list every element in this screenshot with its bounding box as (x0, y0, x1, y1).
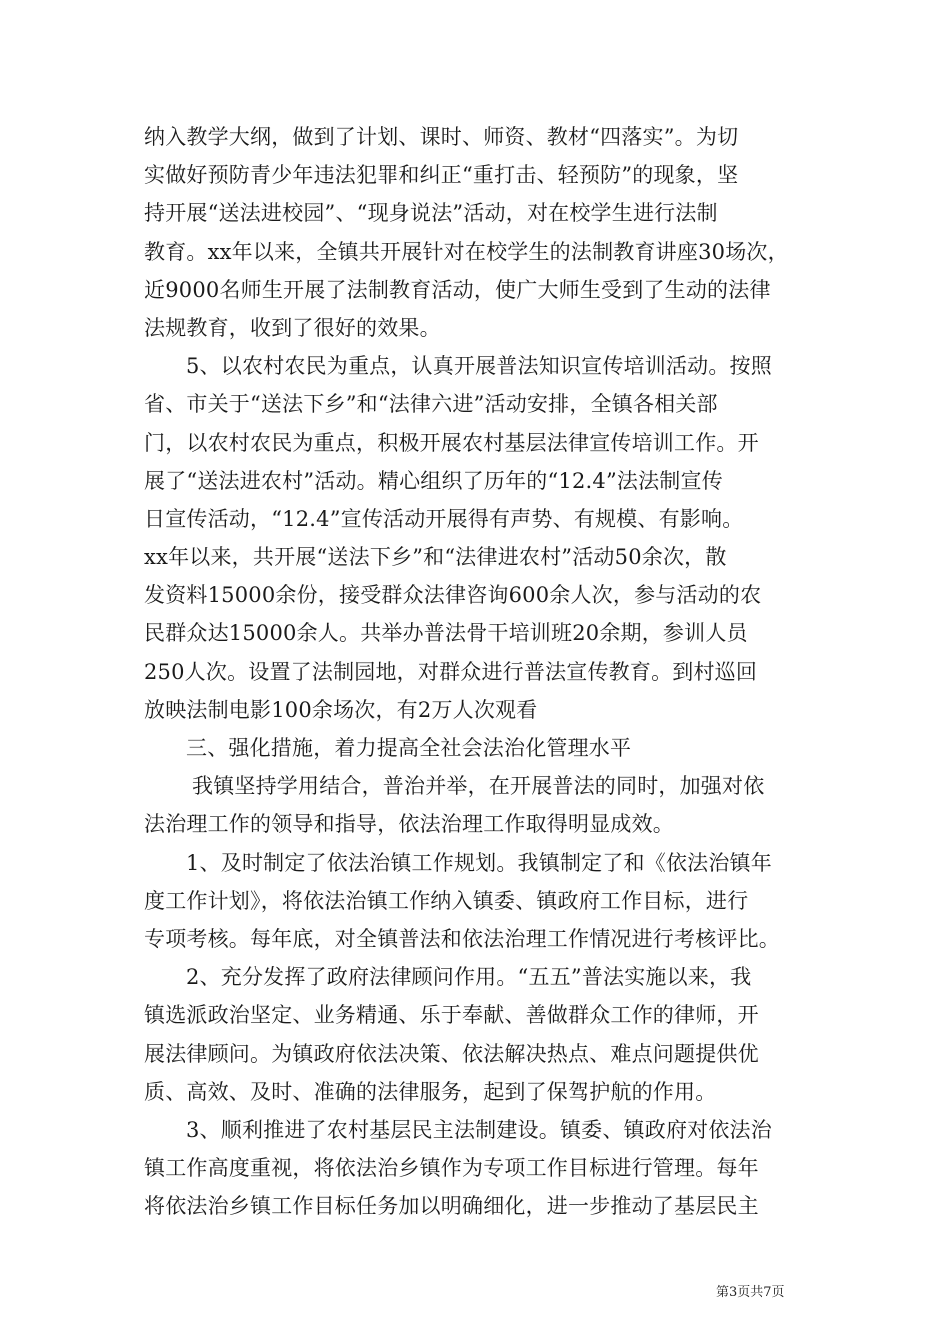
paragraph-start-line: 5、以农村农民为重点，认真开展普法知识宣传培训活动。按照 (186, 354, 772, 379)
text-line: 将依法治乡镇工作目标任务加以明确细化，进一步推动了基层民主 (144, 1194, 759, 1219)
text-line: 质、高效、及时、准确的法律服务，起到了保驾护航的作用。 (144, 1079, 717, 1104)
text-line: 持开展“送法进校园”、“现身说法”活动，对在校学生进行法制 (144, 201, 718, 226)
text-line: 省、市关于“送法下乡”和“法律六进”活动安排，全镇各相关部 (144, 392, 718, 417)
body-text (144, 118, 824, 1225)
text-line: 发资料15000余份，接受群众法律咨询600余人次，参与活动的农 (144, 583, 762, 608)
page-number-footer: 第3页共7页 (716, 1285, 785, 1300)
text-line: 实做好预防青少年违法犯罪和纠正“重打击、轻预防”的现象，坚 (144, 163, 739, 188)
text-line: 日宣传活动，“12.4”宣传活动开展得有声势、有规模、有影响。 (144, 506, 744, 531)
text-line: 门，以农村农民为重点，积极开展农村基层法律宣传培训工作。开 (144, 430, 759, 455)
paragraph-start-line: 1、及时制定了依法治镇工作规划。我镇制定了和《依法治镇年 (186, 850, 772, 875)
text-line: 近9000名师生开展了法制教育活动，使广大师生受到了生动的法律 (144, 277, 771, 302)
text-line: 纳入教学大纲，做到了计划、课时、师资、教材“四落实”。为切 (144, 125, 739, 149)
paragraph-start-line: 3、顺利推进了农村基层民主法制建设。镇委、镇政府对依法治 (186, 1117, 772, 1142)
text-line: 教育。xx年以来，全镇共开展针对在校学生的法制教育讲座30场次， (144, 239, 789, 264)
text-line: 法规教育，收到了很好的效果。 (144, 315, 441, 340)
text-line: 展法律顾问。为镇政府依法决策、依法解决热点、难点问题提供优 (144, 1041, 759, 1066)
text-line: 放映法制电影100余场次，有2万人次观看 (144, 697, 538, 722)
text-line: 镇选派政治坚定、业务精通、乐于奉献、善做群众工作的律师，开 (144, 1003, 759, 1028)
paragraph-start-line: 2、充分发挥了政府法律顾问作用。“五五”普法实施以来，我 (186, 965, 752, 990)
text-line: 法治理工作的领导和指导，依法治理工作取得明显成效。 (144, 812, 674, 837)
text-line: 展了“送法进农村”活动。精心组织了历年的“12.4”法法制宣传 (144, 468, 723, 493)
section-heading: 三、强化措施，着力提高全社会法治化管理水平 (186, 736, 632, 760)
text-line: 民群众达15000余人。共举办普法骨干培训班20余期，参训人员 (144, 621, 748, 646)
text-line: xx年以来，共开展“送法下乡”和“法律进农村”活动50余次，散 (144, 545, 727, 570)
paragraph-start-line: 我镇坚持学用结合，普治并举，在开展普法的同时，加强对依 (192, 774, 765, 799)
text-line: 专项考核。每年底，对全镇普法和依法治理工作情况进行考核评比。 (144, 926, 780, 951)
text-line: 250人次。设置了法制园地，对群众进行普法宣传教育。到村巡回 (144, 659, 758, 684)
text-line: 度工作计划》，将依法治镇工作纳入镇委、镇政府工作目标，进行 (144, 888, 749, 913)
text-line: 镇工作高度重视，将依法治乡镇作为专项工作目标进行管理。每年 (144, 1156, 759, 1181)
